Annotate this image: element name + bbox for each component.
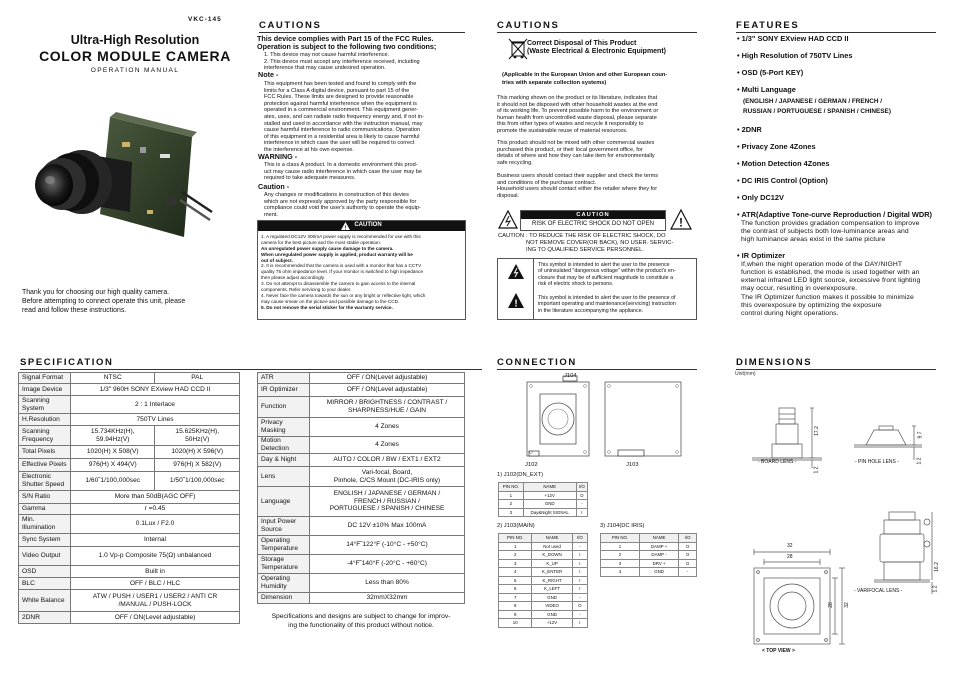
dim-32-side: 32: [843, 602, 850, 608]
spec-row: [19, 414, 240, 426]
features-list: [737, 35, 940, 326]
shock-caution-text: : TO REDUCE THE RISK OF ELECTRIC SHOCK, DO NOT REMOVE COVER(OR BACK), NO USER. SERVIC- ING TO QUALIFIED SERVICE PERSONNEL.: [526, 233, 674, 253]
dim-16-2: 16.2: [933, 562, 940, 572]
pin-cell: GND: [532, 610, 572, 619]
spec-value-ntsc: 976(H) X 494(V): [71, 459, 155, 472]
j104-table-title: 3) J104(DC IRIS): [600, 523, 645, 529]
pin-cell: 3: [499, 559, 532, 568]
spec-label: IR Optimizer: [258, 384, 310, 397]
svg-text:!: !: [514, 298, 518, 309]
caution-box-line: 1. A regulated DC12V 300mA power supply is recommended for use with this: [261, 234, 421, 239]
spec-label: Electronic Shutter Speed: [19, 472, 71, 491]
model-number: VKC-145: [188, 16, 222, 23]
lightning-triangle-icon: [498, 210, 518, 230]
j103-table-title: 2) J103(MAIN): [497, 523, 535, 529]
pin-cell: DAMP +: [640, 542, 679, 551]
pin-row: [601, 551, 697, 560]
spec-table-left: [18, 372, 240, 624]
features-title: FEATURES: [736, 20, 936, 33]
caution-box-line: then please adjust accordingly.: [261, 275, 326, 281]
eu-applicable: (Applicable in the European Union and other European coun- tries with separate collection systems): [502, 72, 668, 87]
spec-label: Min. Illumination: [19, 515, 71, 534]
manual-subtitle: OPERATION MANUAL: [90, 66, 180, 74]
symbol-2-text: This symbol is intended to alert the user to the presence of important operating and maintenance(servicing) instruction in the literature accompanying the appliance.: [538, 295, 676, 314]
feature-item: [737, 252, 940, 318]
dim-1-2-board: 1.2: [813, 466, 820, 474]
spec-value-pal: 1020(H) X 596(V): [155, 446, 240, 459]
feature-label: • OSD (5-Port KEY): [737, 67, 804, 77]
note-label: Note -: [258, 70, 279, 79]
spec-row: [19, 396, 240, 414]
pin-header-cell: NAME: [523, 483, 576, 492]
cautions-title-1: CAUTIONS: [259, 20, 465, 33]
spec-row: [258, 536, 465, 555]
caution-box-line: may cause smear on the picture and possible damage to the CCD.: [261, 298, 400, 304]
spec-label: Input Power Source: [258, 517, 310, 536]
spec-label: Day & Night: [258, 454, 310, 467]
pin-cell: Day&Night SIGNAL: [523, 508, 576, 517]
spec-row: [258, 373, 465, 384]
spec-label: Motion Detection: [258, 437, 310, 454]
pin-cell: I: [572, 559, 587, 568]
feature-label: • ATR(Adaptive Tone-curve Reproduction / Digital WDR): [737, 209, 933, 219]
spec-label: OSD: [19, 566, 71, 578]
pin-header-cell: I/O: [679, 534, 697, 543]
caution-box-line: An unregulated power supply cause damage to the camera.: [261, 245, 394, 251]
spec-label: Privacy Masking: [258, 418, 310, 437]
pin-cell: GND: [523, 500, 576, 509]
pin-cell: I: [572, 585, 587, 594]
product-title: [24, 33, 246, 75]
spec-label: Scanning System: [19, 396, 71, 414]
pin-header-cell: I/O: [576, 483, 587, 492]
feature-item: [737, 69, 940, 78]
pinhole-lens-label: - PIN HOLE LENS -: [855, 459, 899, 465]
pin-cell: 1: [499, 491, 524, 500]
spec-value: Internal: [71, 534, 240, 547]
spec-value-pal: 1/50˜1/100,000sec: [155, 472, 240, 491]
spec-row: [258, 437, 465, 454]
spec-row: [19, 446, 240, 459]
feature-item: [737, 126, 940, 135]
pin-row: [499, 576, 588, 585]
spec-value: OFF / ON(Level adjustable): [310, 384, 465, 397]
pin-cell: 2: [499, 500, 524, 509]
pin-header-cell: PIN NO.: [499, 534, 532, 543]
varifocal-lens-label: - VARIFOCAL LENS -: [854, 588, 903, 594]
pin-cell: DAMP -: [640, 551, 679, 560]
spec-label: Signal Format: [19, 373, 71, 384]
caution-box: [257, 220, 466, 320]
spec-value: ENGLISH / JAPANESE / GERMAN / FRENCH / RUSSIAN / PORTUGUESE / SPANISH / CHINESE: [310, 487, 465, 517]
dim-28-top: 28: [787, 554, 793, 560]
j104-pin-table: [600, 533, 697, 577]
svg-text:!: !: [679, 215, 683, 230]
fcc-heading: This device complies with Part 15 of the FCC Rules. Operation is subject to the following two conditions;: [257, 34, 437, 52]
feature-item: [737, 52, 940, 61]
caution-box-line: 3. Do not attempt to disassemble the camera to gain access to the internal: [261, 281, 416, 286]
feature-ir-desc: If,when the night operation mode of the DAY/NIGHT function is established, the mode is used together with an external infrared LED light source, excessive front lighting may occur, resulting in overexposure. The IR Optimizer function makes it possible to minimize this overexposure by optimizing the exposure control during Night operations.: [741, 260, 921, 317]
feature-item: [737, 177, 940, 186]
dim-17-2: 17.2: [813, 426, 820, 436]
spec-label: Sync System: [19, 534, 71, 547]
dim-1-2-pinhole: 1.2: [916, 457, 923, 465]
pin-row: [499, 593, 588, 602]
warning-label: WARNING -: [258, 152, 298, 161]
spec-value-pal: 976(H) X 582(V): [155, 459, 240, 472]
pin-header-cell: NAME: [640, 534, 679, 543]
spec-label: White Balance: [19, 590, 71, 612]
pin-row: [601, 559, 697, 568]
camera-photo: [22, 102, 227, 272]
caution-box-line: 4. Never face the camera towards the sun or any bright or reflective light, which: [261, 292, 426, 298]
feature-label: • Privacy Zone 4Zones: [737, 142, 816, 152]
shock-box-line: RISK OF ELECTRIC SHOCK DO NOT OPEN: [532, 221, 654, 227]
spec-value: 4 Zones: [310, 418, 465, 437]
spec-value-pal: 15.625KHz(H), 50Hz(V): [155, 426, 240, 446]
spec-row: [258, 593, 465, 604]
pin-row: [499, 568, 588, 577]
dim-1-2-varifocal: 1.2: [932, 585, 939, 593]
spec-row: [19, 515, 240, 534]
feature-label: • IR Optimizer: [737, 251, 786, 260]
caution-box-line: 2. It is recommended that the camera is used with a monitor that has a CCTV: [261, 263, 422, 269]
feature-item: [737, 35, 940, 44]
shock-caution-label: CAUTION: [498, 233, 525, 239]
caution-label: Caution -: [258, 182, 290, 191]
spec-value: DC 12V ±10% Max 100mA: [310, 517, 465, 536]
spec-value: OFF / ON(Level adjustable): [71, 612, 240, 624]
pin-cell: -: [572, 610, 587, 619]
spec-value: Less than 80%: [310, 574, 465, 593]
thanks-text: Thank you for choosing our high quality camera. Before attempting to connect operate this unit, please read and follow these instructions.: [22, 289, 186, 314]
pin-row: [499, 551, 588, 560]
caution-box-line: components. Refer servicing to your dealer.: [261, 286, 352, 292]
spec-label: Image Device: [19, 384, 71, 396]
spec-row: [258, 418, 465, 437]
j102-pin-table: [498, 482, 588, 517]
spec-row: [19, 612, 240, 624]
pin-cell: K_UP: [532, 559, 572, 568]
pin-cell: GND: [532, 593, 572, 602]
j103-label: J103: [626, 462, 639, 468]
pin-header-cell: PIN NO.: [601, 534, 640, 543]
pin-row: [499, 500, 588, 509]
pin-cell: K_DOWN: [532, 551, 572, 560]
disposal-heading: Correct Disposal of This Product (Waste Electrical & Electronic Equipment): [527, 40, 666, 56]
wheelie-bin-icon: [508, 37, 528, 61]
pin-cell: K_ENTER: [532, 568, 572, 577]
spec-row: [19, 459, 240, 472]
caution-box-title: CAUTION: [354, 222, 382, 229]
pin-cell: 1: [601, 542, 640, 551]
exclamation-triangle-icon: [670, 209, 692, 231]
spec-row: [19, 547, 240, 566]
feature-label: • High Resolution of 750TV Lines: [737, 50, 853, 60]
pin-cell: I: [576, 508, 587, 517]
title-line-1: Ultra-High Resolution: [70, 33, 200, 47]
exclamation-symbol-icon: [507, 292, 525, 309]
pin-cell: +12V: [532, 619, 572, 628]
spec-row: [258, 555, 465, 574]
feature-label: • DC IRIS Control (Option): [737, 175, 828, 185]
spec-row: [19, 566, 240, 578]
title-line-2: COLOR MODULE CAMERA: [39, 48, 231, 64]
disposal-para-2: This product should not be mixed with other commercial wastes purchased this product, or their local government office, for details of where and how they can take item for environmentally safe recycling.: [497, 140, 655, 166]
feature-label: • 1/3" SONY EXview HAD CCD II: [737, 34, 849, 43]
pin-cell: -: [572, 542, 587, 551]
spec-row: [19, 384, 240, 396]
spec-label: Scanning Frequency: [19, 426, 71, 446]
spec-row: [258, 517, 465, 536]
lightning-symbol-icon: [507, 263, 525, 280]
pin-row: [499, 542, 588, 551]
spec-label: Language: [258, 487, 310, 517]
pin-cell: 4: [499, 568, 532, 577]
spec-row: [19, 491, 240, 504]
dimensions-drawing: [734, 372, 940, 662]
j104-label: J104: [564, 373, 577, 379]
pin-cell: 3: [499, 508, 524, 517]
pin-cell: -: [576, 500, 587, 509]
pin-cell: K_RIGHT: [532, 576, 572, 585]
spec-value: r =0.45: [71, 504, 240, 515]
spec-label: Total Pixels: [19, 446, 71, 459]
spec-value: 2 : 1 Interlace: [71, 396, 240, 414]
spec-label: Lens: [258, 467, 310, 487]
spec-value: 1.0 Vp-p Composite 75(Ω) unbalanced: [71, 547, 240, 566]
disposal-para-3: Business users should contact their supplier and check the terms and conditions of the purchase contract. Household users should contact either the retailer where they for disposal.: [497, 173, 659, 199]
symbol-box: [497, 258, 697, 320]
caution-box-lines: [258, 231, 465, 310]
caution-box-header: [258, 221, 465, 231]
pin-cell: O: [576, 491, 587, 500]
spec-table-right: [257, 372, 465, 604]
spec-label: Dimension: [258, 593, 310, 604]
spec-label: Operating Temperature: [258, 536, 310, 555]
pin-cell: 8: [499, 602, 532, 611]
spec-row: [19, 534, 240, 547]
feature-item: [737, 86, 940, 119]
spec-value: Vari-focal, Board, Pinhole, C/CS Mount (DC-IRIS only): [310, 467, 465, 487]
dimensions-title: DIMENSIONS: [736, 357, 936, 370]
feature-item: [737, 160, 940, 169]
spec-value: ATW / PUSH / USER1 / USER2 / ANTI CR /MANUAL / PUSH-LOCK: [71, 590, 240, 612]
cautions-title-2: CAUTIONS: [497, 20, 697, 33]
feature-languages: (ENGLISH / JAPANESE / GERMAN / FRENCH / RUSSIAN / PORTUGUESE / SPANISH / CHINESE): [743, 97, 891, 116]
pin-header-row: [601, 534, 697, 543]
spec-row: [19, 590, 240, 612]
pin-cell: 4: [601, 568, 640, 577]
fcc-conditions: 1. This device may not cause harmful interference. 2. This device must accept any interference received, including interference that may cause undesired operation.: [264, 52, 420, 72]
pin-cell: 9: [499, 610, 532, 619]
dim-32-top: 32: [787, 543, 793, 549]
pin-cell: GND: [640, 568, 679, 577]
pin-row: [601, 568, 697, 577]
spec-label: BLC: [19, 578, 71, 590]
pin-cell: 2: [499, 551, 532, 560]
dim-28-side: 28: [827, 602, 834, 608]
spec-value: MIRROR / BRIGHTNESS / CONTRAST / SHARPNESS/HUE / GAIN: [310, 397, 465, 418]
spec-value: OFF / BLC / HLC: [71, 578, 240, 590]
unit-label: Unit(mm): [735, 371, 756, 377]
spec-label: Operating Humidity: [258, 574, 310, 593]
warning-text: This is a class A product. In a domestic environment this prod- uct may cause radio interference in which case the user may be required to take adequate measures.: [264, 162, 422, 182]
feature-label: • Multi Language: [737, 84, 796, 94]
spec-value: More than 50dB(AGC OFF): [71, 491, 240, 504]
spec-value: -4°F˜140°F (-20°C - +60°C): [310, 555, 465, 574]
spec-value: AUTO / COLOR / BW / EXT1 / EXT2: [310, 454, 465, 467]
feature-label: • Only DC12V: [737, 192, 784, 202]
dim-9-7: 9.7: [917, 431, 924, 439]
spec-value-pal: PAL: [155, 373, 240, 384]
spec-label: ATR: [258, 373, 310, 384]
spec-row: [19, 426, 240, 446]
pin-header-cell: NAME: [532, 534, 572, 543]
spec-row: [19, 472, 240, 491]
spec-value: 0.1Lux / F2.0: [71, 515, 240, 534]
pin-row: [499, 508, 588, 517]
caution-box-line: quality 75 ohm impedance level. If your monitor is switched to high impedance: [261, 269, 424, 275]
spec-footnote: Specifications and designs are subject to change for improv- ing the functionality of this product without notice.: [271, 613, 451, 630]
spec-value-ntsc: NTSC: [71, 373, 155, 384]
spec-value-ntsc: 15.734KHz(H), 59.94Hz(V): [71, 426, 155, 446]
pin-cell: I: [572, 568, 587, 577]
spec-label: Gamma: [19, 504, 71, 515]
pin-cell: -: [572, 593, 587, 602]
pin-cell: VIDEO: [532, 602, 572, 611]
spec-label: Storage Temperature: [258, 555, 310, 574]
pin-header-cell: I/O: [572, 534, 587, 543]
board-lens-label: - BOARD LENS -: [758, 459, 797, 465]
note-text: This equipment has been tested and found to comply with the limits for a Class A digital device, pursuant to part 15 of the FCC Rules. These limits are designed to provide reasonable protection against harmful interference when the equipment is operated in a commercial environment. This equipment gener- ates, uses, and can radiate radio frequency energy and, if not in- stalled and used in accordance with the instruction manual, may cause harmful interference to radio communications. Operation of this equipment in a residential area is likely to cause harmful interference in which case the user will be required to correct the interference at his own expense.: [264, 81, 424, 153]
pin-cell: 7: [499, 593, 532, 602]
spec-row: [258, 384, 465, 397]
spec-value: 750TV Lines: [71, 414, 240, 426]
pin-cell: 3: [601, 559, 640, 568]
pin-row: [499, 585, 588, 594]
shock-box: [520, 210, 666, 231]
spec-row: [19, 504, 240, 515]
spec-value: OFF / ON(Level adjustable): [310, 373, 465, 384]
connection-title: CONNECTION: [497, 357, 697, 370]
pin-cell: I: [572, 619, 587, 628]
pin-cell: 6: [499, 585, 532, 594]
connection-diagram: [497, 370, 697, 480]
svg-text:!: !: [344, 225, 347, 230]
pin-cell: 2: [601, 551, 640, 560]
pin-row: [601, 542, 697, 551]
pin-row: [499, 602, 588, 611]
pin-cell: O: [679, 559, 697, 568]
pin-cell: O: [679, 551, 697, 560]
shock-box-title: CAUTION: [521, 211, 665, 219]
spec-row: [19, 578, 240, 590]
pin-cell: O: [679, 542, 697, 551]
pin-cell: 10: [499, 619, 532, 628]
j102-table-title: 1) J102(DN_EXT): [497, 472, 544, 478]
spec-row: [258, 397, 465, 418]
spec-row: [258, 487, 465, 517]
pin-header-row: [499, 483, 588, 492]
pin-cell: 1: [499, 542, 532, 551]
pin-cell: +12V: [523, 491, 576, 500]
feature-label: • Motion Detection 4Zones: [737, 159, 830, 169]
spec-label: H.Resolution: [19, 414, 71, 426]
pin-cell: -: [679, 568, 697, 577]
feature-item: [737, 211, 940, 244]
pin-cell: O: [572, 602, 587, 611]
pin-row: [499, 491, 588, 500]
spec-label: Video Output: [19, 547, 71, 566]
caution-text: Any changes or modifications in construction of this devies which are not expressly approved by the party responsible for compliance could void the user's authority to operate the equip- ment.: [264, 192, 421, 218]
specification-title: SPECIFICATION: [20, 357, 482, 370]
pin-cell: DRV +: [640, 559, 679, 568]
j102-label: J102: [525, 462, 538, 468]
spec-row: [258, 574, 465, 593]
spec-value: 1/3" 960H SONY EXview HAD CCD II: [71, 384, 240, 396]
symbol-divider: [533, 259, 534, 319]
pin-row: [499, 610, 588, 619]
spec-label: Effective Pixels: [19, 459, 71, 472]
pin-header-cell: PIN NO.: [499, 483, 524, 492]
top-view-label: < TOP VIEW >: [762, 648, 795, 654]
spec-value-ntsc: 1020(H) X 508(V): [71, 446, 155, 459]
spec-value: Built in: [71, 566, 240, 578]
spec-row: [19, 373, 240, 384]
caution-box-line: camera for the best picture and the most stable operation.: [261, 239, 382, 245]
spec-label: S/N Ratio: [19, 491, 71, 504]
pin-cell: Not used: [532, 542, 572, 551]
feature-item: [737, 143, 940, 152]
feature-atr-desc: The function provides gradation compensation to improve the contrast of subjects both low-luminance areas and high luminance areas exist in the same picture: [741, 219, 920, 243]
shock-caution: [497, 209, 697, 255]
spec-row: [258, 454, 465, 467]
symbol-1-text: This symbol is intended to alert the user to the presence of uninsulated "dangerous voltage" within the product's en- closure that may be of sufficient magnitude to constitute a risk of electric shock to persons.: [538, 262, 676, 287]
pin-cell: I: [572, 576, 587, 585]
pin-header-row: [499, 534, 588, 543]
spec-label: 2DNR: [19, 612, 71, 624]
spec-value: 14°F˜122°F (-10°C - +50°C): [310, 536, 465, 555]
spec-value: 4 Zones: [310, 437, 465, 454]
pin-cell: K_LEFT: [532, 585, 572, 594]
spec-label: Function: [258, 397, 310, 418]
caution-box-line: When unregulated power supply is applied, product warranty will be: [261, 251, 413, 257]
pin-row: [499, 619, 588, 628]
j103-pin-table: [498, 533, 588, 628]
caution-box-line: 5. Do not remove the serial sticker for the warranty service.: [261, 304, 393, 310]
spec-value-ntsc: 1/60˜1/100,000sec: [71, 472, 155, 491]
warning-triangle-icon: [341, 222, 350, 230]
feature-item: [737, 194, 940, 203]
spec-value: 32mmX32mm: [310, 593, 465, 604]
feature-label: • 2DNR: [737, 125, 762, 135]
pin-cell: I: [572, 551, 587, 560]
disposal-para-1: This marking shown on the product or its literature, indicates that it should not be disposed with other household wastes at the end of its working life. To prevent possible harm to the environment or human health from uncontrolled waste disposal, please separate this from other types of wastes and recycle it responsibly to promote the sustainable reuse of material resources.: [497, 95, 659, 134]
spec-row: [258, 467, 465, 487]
caution-box-line: out of subject.: [261, 257, 294, 263]
pin-cell: 5: [499, 576, 532, 585]
pin-row: [499, 559, 588, 568]
